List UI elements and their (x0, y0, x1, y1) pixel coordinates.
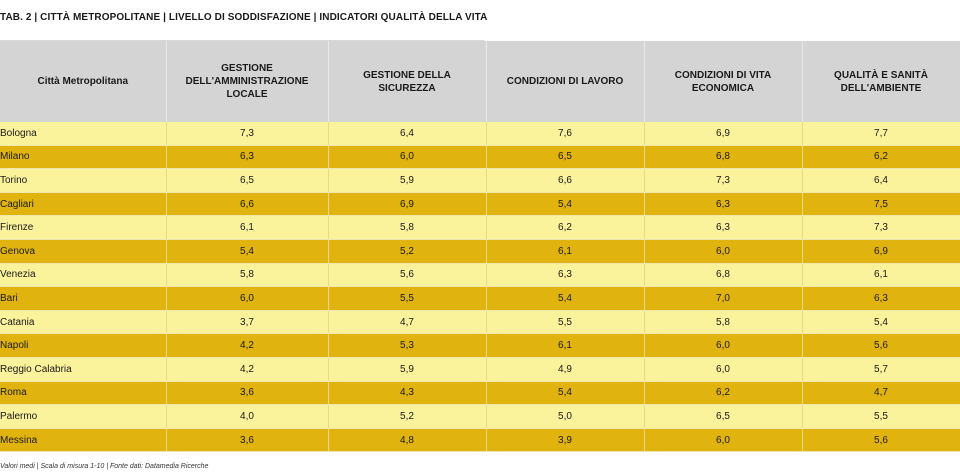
value-cell: 6,0 (644, 357, 802, 381)
value-cell: 5,6 (328, 263, 486, 287)
value-cell: 6,2 (644, 381, 802, 405)
value-cell: 5,9 (328, 169, 486, 193)
table-row (0, 287, 960, 311)
value-cell: 6,0 (644, 428, 802, 452)
value-cell: 5,8 (166, 263, 328, 287)
value-cell: 6,8 (644, 145, 802, 169)
city-cell: Milano (0, 145, 166, 169)
value-cell: 3,6 (166, 428, 328, 452)
column-header-ambiente: QUALITÀ E SANITÀ DELL'AMBIENTE (802, 41, 960, 122)
footnote: Valori medi | Scala di misura 1-10 | Fonte dati: Datamedia Ricerche (0, 463, 209, 470)
value-cell: 4,7 (328, 310, 486, 334)
value-cell: 6,2 (486, 216, 644, 240)
value-cell: 5,8 (644, 310, 802, 334)
value-cell: 5,4 (486, 192, 644, 216)
value-cell: 6,3 (486, 263, 644, 287)
value-cell: 6,1 (486, 334, 644, 358)
value-cell: 7,3 (166, 122, 328, 145)
city-cell: Palermo (0, 405, 166, 429)
value-cell: 6,3 (802, 287, 960, 311)
value-cell: 5,4 (166, 239, 328, 263)
city-cell: Roma (0, 381, 166, 405)
city-cell: Messina (0, 428, 166, 452)
value-cell: 4,2 (166, 357, 328, 381)
value-cell: 5,5 (802, 405, 960, 429)
table-row (0, 239, 960, 263)
table-row (0, 216, 960, 240)
table-row (0, 357, 960, 381)
value-cell: 6,4 (328, 122, 486, 145)
table-row (0, 405, 960, 429)
value-cell: 5,6 (802, 334, 960, 358)
value-cell: 6,2 (802, 145, 960, 169)
value-cell: 5,4 (802, 310, 960, 334)
value-cell: 5,0 (486, 405, 644, 429)
value-cell: 4,3 (328, 381, 486, 405)
value-cell: 3,9 (486, 428, 644, 452)
value-cell: 6,9 (644, 122, 802, 145)
value-cell: 4,2 (166, 334, 328, 358)
value-cell: 6,0 (644, 239, 802, 263)
value-cell: 6,6 (166, 192, 328, 216)
value-cell: 6,1 (486, 239, 644, 263)
city-cell: Venezia (0, 263, 166, 287)
value-cell: 5,7 (802, 357, 960, 381)
value-cell: 5,2 (328, 239, 486, 263)
city-cell: Catania (0, 310, 166, 334)
value-cell: 6,8 (644, 263, 802, 287)
value-cell: 5,4 (486, 287, 644, 311)
value-cell: 6,5 (644, 405, 802, 429)
city-cell: Torino (0, 169, 166, 193)
column-header-sicurezza: GESTIONE DELLA SICUREZZA (328, 41, 486, 122)
table-row (0, 145, 960, 169)
value-cell: 4,9 (486, 357, 644, 381)
column-header-lavoro: CONDIZIONI DI LAVORO (486, 41, 644, 122)
value-cell: 7,6 (486, 122, 644, 145)
value-cell: 6,3 (644, 192, 802, 216)
table-row (0, 428, 960, 452)
table-row (0, 381, 960, 405)
value-cell: 5,6 (802, 428, 960, 452)
title-bar (0, 0, 960, 40)
city-cell: Reggio Calabria (0, 357, 166, 381)
table-row (0, 192, 960, 216)
value-cell: 6,0 (166, 287, 328, 311)
city-cell: Genova (0, 239, 166, 263)
value-cell: 7,5 (802, 192, 960, 216)
value-cell: 4,8 (328, 428, 486, 452)
value-cell: 7,3 (802, 216, 960, 240)
city-cell: Firenze (0, 216, 166, 240)
value-cell: 6,1 (802, 263, 960, 287)
table-row (0, 122, 960, 145)
value-cell: 3,7 (166, 310, 328, 334)
value-cell: 6,6 (486, 169, 644, 193)
value-cell: 5,5 (328, 287, 486, 311)
value-cell: 4,7 (802, 381, 960, 405)
value-cell: 6,0 (328, 145, 486, 169)
value-cell: 7,0 (644, 287, 802, 311)
table-title: TAB. 2 | CITTÀ METROPOLITANE | LIVELLO DI SODDISFAZIONE | INDICATORI QUALITÀ DELLA VITA (0, 12, 488, 23)
value-cell: 5,8 (328, 216, 486, 240)
value-cell: 3,6 (166, 381, 328, 405)
value-cell: 6,3 (166, 145, 328, 169)
value-cell: 5,2 (328, 405, 486, 429)
table-row (0, 169, 960, 193)
city-cell: Bologna (0, 122, 166, 145)
value-cell: 6,4 (802, 169, 960, 193)
value-cell: 6,5 (486, 145, 644, 169)
table-row (0, 310, 960, 334)
satisfaction-table (0, 41, 960, 452)
table-row (0, 334, 960, 358)
value-cell: 5,4 (486, 381, 644, 405)
value-cell: 7,3 (644, 169, 802, 193)
table-row (0, 263, 960, 287)
city-cell: Bari (0, 287, 166, 311)
value-cell: 6,5 (166, 169, 328, 193)
city-cell: Napoli (0, 334, 166, 358)
value-cell: 5,9 (328, 357, 486, 381)
value-cell: 6,9 (802, 239, 960, 263)
value-cell: 6,9 (328, 192, 486, 216)
table-body (0, 122, 960, 452)
column-header-city: Città Metropolitana (0, 41, 166, 122)
value-cell: 5,5 (486, 310, 644, 334)
header-row (0, 41, 960, 122)
city-cell: Cagliari (0, 192, 166, 216)
value-cell: 7,7 (802, 122, 960, 145)
value-cell: 6,3 (644, 216, 802, 240)
value-cell: 6,1 (166, 216, 328, 240)
column-header-vita-economica: CONDIZIONI DI VITA ECONOMICA (644, 41, 802, 122)
value-cell: 6,0 (644, 334, 802, 358)
value-cell: 4,0 (166, 405, 328, 429)
value-cell: 5,3 (328, 334, 486, 358)
column-header-amministrazione: GESTIONE DELL'AMMINISTRAZIONE LOCALE (166, 41, 328, 122)
